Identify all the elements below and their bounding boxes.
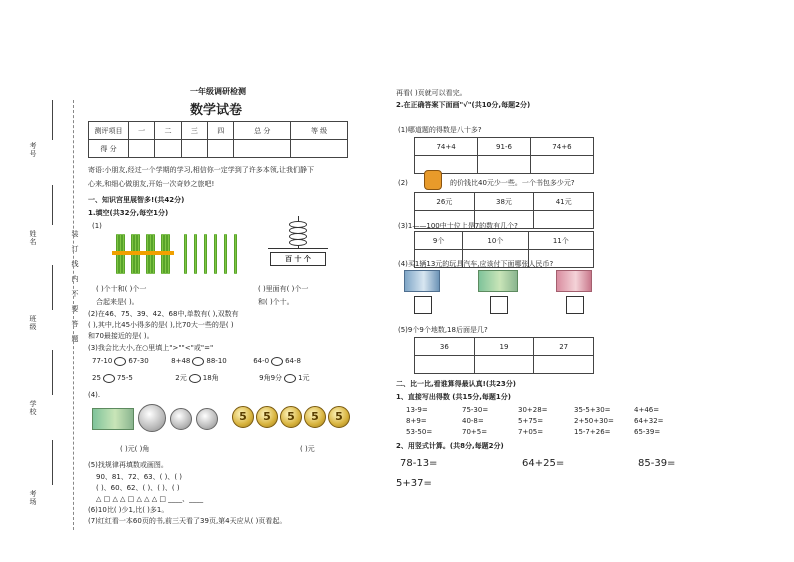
intro-line-2: 心来,和细心做朋友,开始一次奇妙之旅吧! <box>88 180 215 188</box>
choice-q2: 的价钱比40元少一些。一个书包多少元? <box>450 179 575 187</box>
answer-cell[interactable] <box>478 156 531 174</box>
option-cell[interactable]: 38元 <box>474 193 534 211</box>
label-exam-number: 考号 <box>29 142 37 158</box>
calc-item: 7+05= <box>518 428 544 436</box>
compare-circle[interactable] <box>271 357 283 366</box>
answer-cell[interactable] <box>534 211 594 229</box>
money-answer-a: ( )元( )角 <box>120 445 150 453</box>
option-cell[interactable]: 91-6 <box>478 138 531 156</box>
vertical-calc-heading: 2、用竖式计算。(共8分,每题2分) <box>396 442 504 450</box>
fill-line <box>52 440 53 485</box>
gold-coin-icon: 5 <box>232 406 254 428</box>
calc-item: 13-9= <box>406 406 428 414</box>
score-row-label: 得 分 <box>89 140 129 158</box>
gold-coin-icon: 5 <box>280 406 302 428</box>
compare-circle[interactable] <box>103 374 115 383</box>
choice-q3: (3)1——100中十位上是7的数有几个? <box>398 222 518 230</box>
compare-left: 2元 <box>175 374 187 382</box>
compare-right: 1元 <box>298 374 310 382</box>
score-header-cell: 总 分 <box>234 122 291 140</box>
banknote-options <box>404 270 614 318</box>
fill-sticks: ( )个十和( )个一 <box>96 285 147 293</box>
section1-heading: 一、知识宫里展智多!(共42分) <box>88 196 185 204</box>
gold-coin-icon: 5 <box>328 406 350 428</box>
banknote-20-icon <box>478 270 518 292</box>
vertical-calc-3: 85-39= <box>638 458 676 469</box>
calc-item: 53-50= <box>406 428 433 436</box>
label-exam-room: 考场 <box>29 490 37 506</box>
exam-subtitle: 一年级调研检测 <box>190 87 246 96</box>
fill-tens: 和( )个十。 <box>258 298 294 306</box>
compare-row-2 <box>92 373 310 384</box>
calc-item: 75-30= <box>462 406 489 414</box>
q3-label: (3)我会比大小,在○里填上">""<"或"=" <box>88 344 214 352</box>
q7-label: (7)红红看一本60页的书,前三天看了39页,第4天应从( )页看起。 <box>88 517 287 525</box>
score-header-cell: 三 <box>181 122 207 140</box>
label-name: 姓名 <box>29 230 37 246</box>
intro-line-1: 寄语:小朋友,经过一个学期的学习,相信你一定学到了许多本领,让我们静下 <box>88 166 315 174</box>
fill-sum: 合起来是( )。 <box>96 298 139 306</box>
calc-item: 65-39= <box>634 428 661 436</box>
option-cell[interactable]: 10个 <box>463 232 528 250</box>
score-entry-cell[interactable] <box>129 140 155 158</box>
label-class: 班级 <box>29 315 37 331</box>
calc-item: 15-7+26= <box>574 428 611 436</box>
q2-line-c: 和70最接近的是( )。 <box>88 332 154 340</box>
exam-title: 数学试卷 <box>190 103 243 118</box>
option-cell[interactable]: 11个 <box>528 232 593 250</box>
option-cell[interactable]: 9个 <box>415 232 463 250</box>
abacus-place-label: 百 十 个 <box>270 252 326 266</box>
choice-q1-options <box>414 137 594 174</box>
option-cell[interactable]: 36 <box>415 338 475 356</box>
abacus-picture <box>268 216 328 268</box>
answer-cell[interactable] <box>415 356 475 374</box>
option-cell[interactable]: 74+6 <box>530 138 593 156</box>
q5-label: (5)找规律再填数或画图。 <box>88 461 168 469</box>
answer-box[interactable] <box>490 296 508 314</box>
compare-circle[interactable] <box>284 374 296 383</box>
compare-right: 64-8 <box>285 357 301 365</box>
compare-right: 18角 <box>202 374 219 382</box>
q5-sequence-b: ( )、60、62、( )、( )、( ) <box>96 484 180 492</box>
money-answer-b: ( )元 <box>300 445 315 453</box>
calc-item: 4+46= <box>634 406 660 414</box>
calc-item: 8+9= <box>406 417 427 425</box>
calc-item: 40-8= <box>462 417 484 425</box>
score-entry-cell[interactable] <box>234 140 291 158</box>
score-entry-cell[interactable] <box>181 140 207 158</box>
coin-icon <box>196 408 218 430</box>
gold-coin-icon: 5 <box>304 406 326 428</box>
option-cell[interactable]: 19 <box>474 338 534 356</box>
q2-line-a: (2)在46、75、39、42、68中,单数有( ),双数有 <box>88 310 239 318</box>
q6-label: (6)10比( )少1,比( )多1。 <box>88 506 169 514</box>
choice-q1: (1)哪道题的得数是八十多? <box>398 126 482 134</box>
compare-left: 9角9分 <box>259 374 283 382</box>
coin-icon <box>170 408 192 430</box>
calc-item: 2+50+30= <box>574 417 614 425</box>
score-header-cell: 二 <box>155 122 181 140</box>
compare-row-1 <box>92 356 301 367</box>
choice-q4: (4)买1辆13元的玩具汽车,应该付下面哪张人民币? <box>398 260 554 268</box>
answer-cell[interactable] <box>530 156 593 174</box>
choice-q5: (5)9个9个地数,18后面是几? <box>398 326 488 334</box>
coin-icon <box>138 404 166 432</box>
fill-line <box>52 185 53 225</box>
fill-line <box>52 350 53 395</box>
answer-cell[interactable] <box>474 356 534 374</box>
score-entry-cell[interactable] <box>208 140 234 158</box>
compare-left: 64-0 <box>253 357 270 365</box>
answer-box[interactable] <box>566 296 584 314</box>
calc-grid <box>406 405 696 438</box>
vertical-calc-4: 5+37= <box>396 478 432 489</box>
money-picture-a <box>92 404 222 434</box>
compare-left: 8+48 <box>171 357 191 365</box>
fill-abacus: ( )里面有( )个一 <box>258 285 309 293</box>
score-header-cell: 一 <box>129 122 155 140</box>
compare-circle[interactable] <box>189 374 201 383</box>
q5-sequence-a: 90、81、72、63、( )、( ) <box>96 473 183 481</box>
calc-item: 70+5= <box>462 428 488 436</box>
compare-right: 67-30 <box>128 357 149 365</box>
direct-calc-heading: 1、直接写出得数 (共15分,每题1分) <box>396 393 511 401</box>
choice-q5-options <box>414 337 594 374</box>
q4-label: (4). <box>88 391 101 399</box>
compare-right: 75-5 <box>116 374 133 382</box>
score-entry-cell[interactable] <box>291 140 348 158</box>
money-picture-b <box>232 404 372 434</box>
option-cell[interactable]: 27 <box>534 338 594 356</box>
score-header-cell: 等 级 <box>291 122 348 140</box>
section2-heading: 二、比一比,看谁算得最认真!(共23分) <box>396 380 516 388</box>
answer-cell[interactable] <box>534 356 594 374</box>
option-cell[interactable]: 26元 <box>415 193 475 211</box>
label-school: 学校 <box>29 400 37 416</box>
counting-sticks-picture <box>112 234 242 278</box>
answer-box[interactable] <box>414 296 432 314</box>
vertical-calc-1: 78-13= <box>400 458 438 469</box>
score-entry-cell[interactable] <box>155 140 181 158</box>
binding-warning: 装订线内不要答题 <box>71 230 79 350</box>
fill-line <box>52 265 53 310</box>
q2-line-b: ( ),其中,比45小得多的是( ),比70大一些的是( ) <box>88 321 234 329</box>
compare-circle[interactable] <box>114 357 126 366</box>
q1-heading: 1.填空(共32分,每空1分) <box>88 209 169 217</box>
option-cell[interactable]: 74+4 <box>415 138 478 156</box>
calc-item: 64+32= <box>634 417 664 425</box>
choice-q2-label: (2) <box>398 179 408 187</box>
binding-dashed-line <box>73 100 74 530</box>
compare-circle[interactable] <box>192 357 204 366</box>
q1-1-label: (1) <box>92 222 102 230</box>
calc-item: 35-5+30= <box>574 406 611 414</box>
choice-heading: 2.在正确答案下面画"√"(共10分,每题2分) <box>396 101 531 109</box>
score-header-cell: 四 <box>208 122 234 140</box>
schoolbag-icon <box>424 170 442 190</box>
calc-item: 5+75= <box>518 417 544 425</box>
score-header-cell: 测评项目 <box>89 122 129 140</box>
q5-pattern: △ □ △ △ □ △ △ △ □ ____、____ <box>96 495 204 503</box>
q7-continuation: 再看( )页就可以看完。 <box>396 89 467 97</box>
score-table <box>88 121 348 158</box>
calc-item: 30+28= <box>518 406 548 414</box>
compare-left: 77-10 <box>92 357 113 365</box>
banknote-100-icon <box>556 270 592 292</box>
banknote-10-icon <box>404 270 440 292</box>
banknote-icon <box>92 408 134 430</box>
compare-right: 88-10 <box>206 357 227 365</box>
compare-left: 25 <box>92 374 101 382</box>
fill-line <box>52 100 53 140</box>
option-cell[interactable]: 41元 <box>534 193 594 211</box>
vertical-calc-2: 64+25= <box>522 458 565 469</box>
gold-coin-icon: 5 <box>256 406 278 428</box>
